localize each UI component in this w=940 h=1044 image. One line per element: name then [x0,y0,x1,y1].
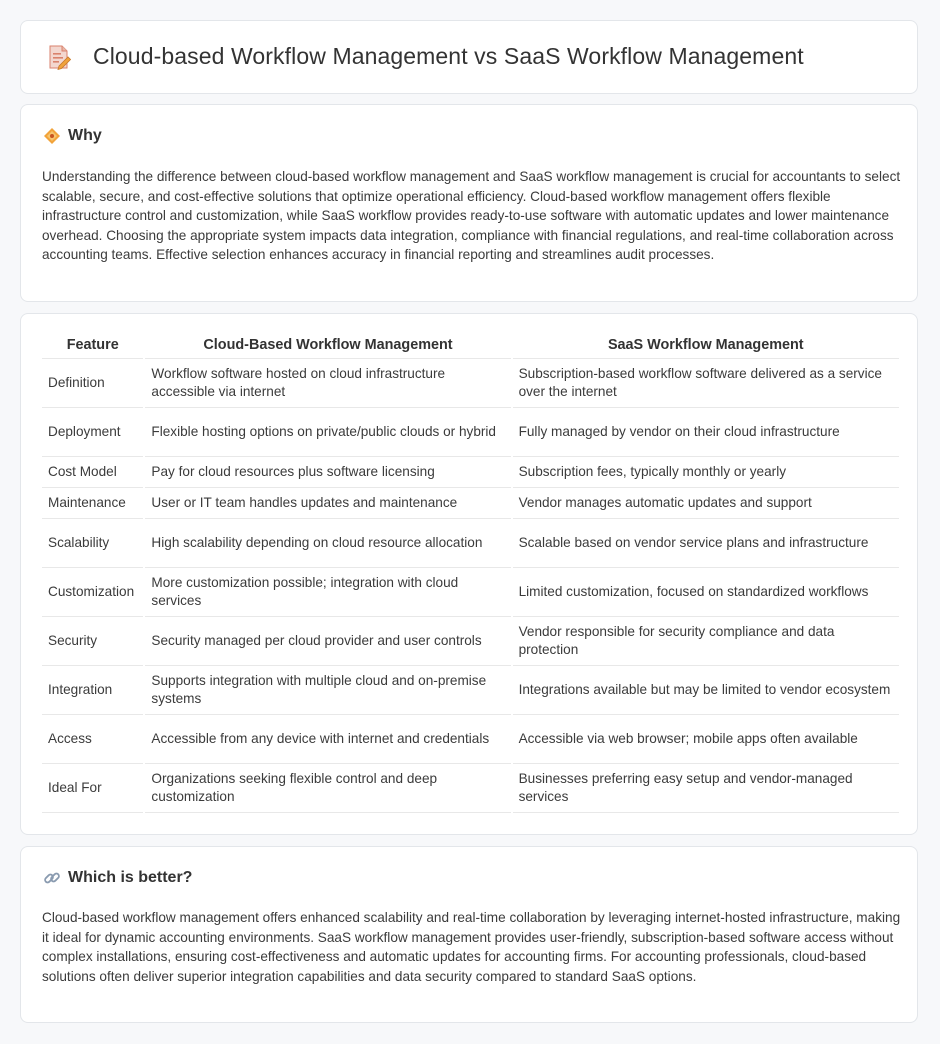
header-cloud: Cloud-Based Workflow Management [144,332,511,359]
feature-cell: Customization [42,568,144,617]
table-row [42,715,899,764]
table-header-row [42,332,899,359]
table-row [42,568,899,617]
feature-cell: Scalability [42,519,144,568]
comparison-table [42,332,899,813]
cloud-cell: Flexible hosting options on private/public clouds or hybrid [144,408,511,457]
saas-cell: Fully managed by vendor on their cloud infrastructure [512,408,899,457]
saas-cell: Subscription-based workflow software delivered as a service over the internet [512,359,899,408]
saas-cell: Subscription fees, typically monthly or yearly [512,457,899,488]
why-section [20,104,918,302]
cloud-cell: High scalability depending on cloud resource allocation [144,519,511,568]
feature-cell: Ideal For [42,764,144,813]
feature-cell: Access [42,715,144,764]
table-row [42,408,899,457]
title-row [47,43,804,70]
better-heading [43,869,192,887]
cloud-cell: Security managed per cloud provider and user controls [144,617,511,666]
which-better-section [20,846,918,1023]
header-saas: SaaS Workflow Management [512,332,899,359]
feature-cell: Security [42,617,144,666]
saas-cell: Scalable based on vendor service plans and infrastructure [512,519,899,568]
cloud-cell: User or IT team handles updates and maintenance [144,488,511,519]
cloud-cell: Organizations seeking flexible control and deep customization [144,764,511,813]
cloud-cell: Workflow software hosted on cloud infrastructure accessible via internet [144,359,511,408]
cloud-cell: Pay for cloud resources plus software licensing [144,457,511,488]
header-card [20,20,918,94]
saas-cell: Businesses preferring easy setup and vendor-managed services [512,764,899,813]
feature-cell: Maintenance [42,488,144,519]
why-title: Why [68,127,102,144]
link-icon [43,869,61,887]
feature-cell: Definition [42,359,144,408]
saas-cell: Accessible via web browser; mobile apps often available [512,715,899,764]
saas-cell: Vendor manages automatic updates and support [512,488,899,519]
page-title: Cloud-based Workflow Management vs SaaS Workflow Management [93,43,804,69]
saas-cell: Integrations available but may be limited to vendor ecosystem [512,666,899,715]
header-feature: Feature [42,332,144,359]
table-row [42,519,899,568]
why-body: Understanding the difference between cloud-based workflow management and SaaS workflow management is crucial for accountants to select scalable, secure, and cost-effective solutions that optimize operational efficiency. Cloud-based workflow management offers flexible infrastructure control and customization, while SaaS workflow provides ready-to-use software with automatic updates and lower maintenance overhead. Choosing the appropriate system impacts data integration, compliance with financial regulations, and real-time collaboration across accounting teams. Effective selection enhances accuracy in financial reporting and streamlines audit processes. [42,169,901,262]
document-edit-icon [47,44,71,70]
diamond-icon [43,127,61,145]
cloud-cell: More customization possible; integration with cloud services [144,568,511,617]
table-row [42,764,899,813]
table-row [42,488,899,519]
saas-cell: Vendor responsible for security compliance and data protection [512,617,899,666]
saas-cell: Limited customization, focused on standardized workflows [512,568,899,617]
feature-cell: Cost Model [42,457,144,488]
why-heading [43,127,102,145]
cloud-cell: Supports integration with multiple cloud and on-premise systems [144,666,511,715]
comparison-section [20,313,918,835]
cloud-cell: Accessible from any device with internet and credentials [144,715,511,764]
better-body: Cloud-based workflow management offers enhanced scalability and real-time collaboration by leveraging internet-hosted infrastructure, making it ideal for dynamic accounting environments. SaaS workflow management provides user-friendly, subscription-based software access without complex installations, ensuring cost-effectiveness and automatic updates for accounting firms. For accounting professionals, cloud-based solutions often deliver superior integration capabilities and data security compared to standard SaaS options. [42,910,901,984]
table-row [42,359,899,408]
better-title: Which is better? [68,869,193,886]
table-row [42,457,899,488]
table-row [42,617,899,666]
table-row [42,666,899,715]
feature-cell: Deployment [42,408,144,457]
feature-cell: Integration [42,666,144,715]
